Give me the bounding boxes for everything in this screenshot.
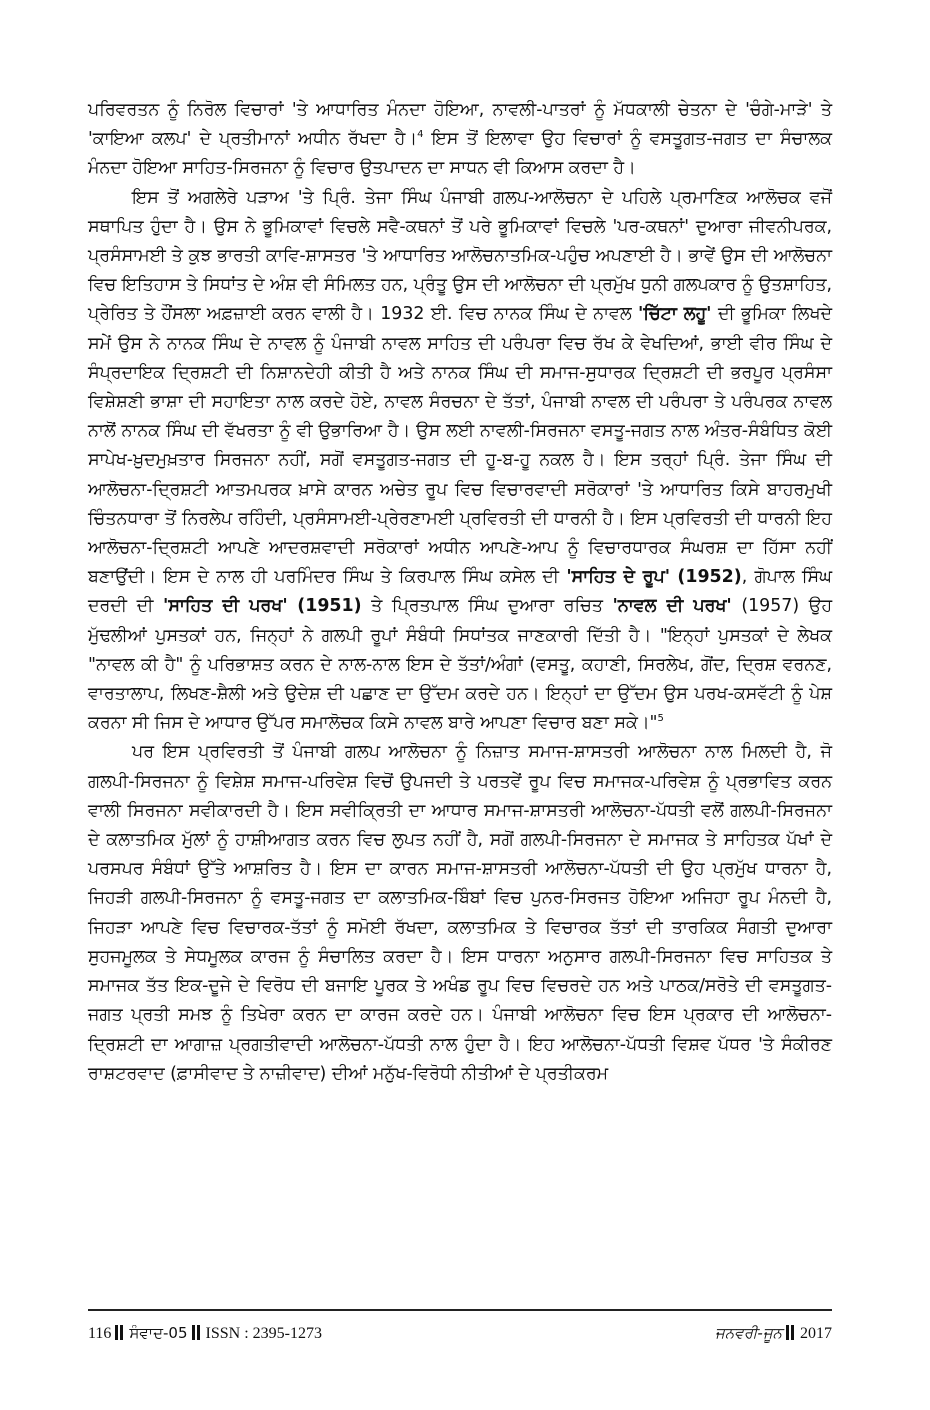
page-number: 116 (88, 1325, 112, 1342)
book-year: (1952) (677, 567, 742, 588)
footnote-ref-5: 5 (657, 713, 664, 725)
article-body (88, 96, 832, 1089)
issn: ISSN : 2395-1273 (205, 1325, 322, 1342)
footnote-ref-4: 4 (417, 129, 424, 141)
separator-bars-icon (785, 1325, 795, 1343)
separator-bars-icon (191, 1325, 201, 1343)
paragraph-2-text (288, 596, 298, 616)
book-title-naval-di-parakh: 'ਨਾਵਲ ਦੀ ਪਰਖ' (612, 596, 732, 617)
paragraph-2-text: (1957) ਉਹ ਮੁੱਢਲੀਆਂ ਪੁਸਤਕਾਂ ਹਨ, ਜਿਨ੍ਹਾਂ ਨੇ ਗਲਪੀ ਰੂਪਾਂ ਸੰਬੰਧੀ ਸਿਧਾਂਤਕ ਜਾਣਕਾਰੀ ਦਿੱਤੀ ਹੈ। "ਇਨ੍ਹਾਂ ਪੁਸਤਕਾਂ ਦੇ ਲੇਖਕ "ਨਾਵਲ ਕੀ ਹੈ" ਨੂੰ ਪਰਿਭਾਸ਼ਤ ਕਰਨ ਦੇ ਨਾਲ-ਨਾਲ ਇਸ ਦੇ ਤੱਤਾਂ/ਅੰਗਾਂ (ਵਸਤੂ, ਕਹਾਣੀ, ਸਿਰਲੇਖ, ਗੋਂਦ, ਦ੍ਰਿਸ਼ ਵਰਨਣ, ਵਾਰਤਾਲਾਪ, ਲਿਖਣ-ਸ਼ੈਲੀ ਅਤੇ ਉਦੇਸ਼ ਦੀ ਪਛਾਣ ਦਾ ਉੱਦਮ ਕਰਦੇ ਹਨ। ਇਨ੍ਹਾਂ ਦਾ ਉੱਦਮ ਉਸ ਪਰਖ-ਕਸਵੱਟੀ ਨੂੰ ਪੇਸ਼ ਕਰਨਾ ਸੀ ਜਿਸ ਦੇ ਆਧਾਰ ਉੱਪਰ ਸਮਾਲੋਚਕ ਕਿਸੇ ਨਾਵਲ ਬਾਰੇ ਆਪਣਾ ਵਿਚਾਰ ਬਣਾ ਸਕੇ।" (88, 596, 833, 734)
book-title-sahit-di-parakh: 'ਸਾਹਿਤ ਦੀ ਪਰਖ' (163, 596, 288, 617)
paragraph-3: ਪਰ ਇਸ ਪ੍ਰਵਿਰਤੀ ਤੋਂ ਪੰਜਾਬੀ ਗਲਪ ਆਲੋਚਨਾ ਨੂੰ ਨਿਜ਼ਾਤ ਸਮਾਜ-ਸ਼ਾਸਤਰੀ ਆਲੋਚਨਾ ਨਾਲ ਮਿਲਦੀ ਹੈ, ਜੋ ਗਲਪੀ-ਸਿਰਜਨਾ ਨੂੰ ਵਿਸ਼ੇਸ਼ ਸਮਾਜ-ਪਰਿਵੇਸ਼ ਵਿਚੋਂ ਉਪਜਦੀ ਤੇ ਪਰਤਵੇਂ ਰੂਪ ਵਿਚ ਸਮਾਜਕ-ਪਰਿਵੇਸ਼ ਨੂੰ ਪ੍ਰਭਾਵਿਤ ਕਰਨ ਵਾਲੀ ਸਿਰਜਨਾ ਸਵੀਕਾਰਦੀ ਹੈ। ਇਸ ਸਵੀਕ੍ਰਿਤੀ ਦਾ ਆਧਾਰ ਸਮਾਜ-ਸ਼ਾਸਤਰੀ ਆਲੋਚਨਾ-ਪੱਧਤੀ ਵਲੋਂ ਗਲਪੀ-ਸਿਰਜਨਾ ਦੇ ਕਲਾਤਮਿਕ ਮੁੱਲਾਂ ਨੂੰ ਹਾਸ਼ੀਆਗਤ ਕਰਨ ਵਿਚ ਲੁਪਤ ਨਹੀਂ ਹੈ, ਸਗੋਂ ਗਲਪੀ-ਸਿਰਜਨਾ ਦੇ ਸਮਾਜਕ ਤੇ ਸਾਹਿਤਕ ਪੱਖਾਂ ਦੇ ਪਰਸਪਰ ਸੰਬੰਧਾਂ ਉੱਤੇ ਆਸ਼ਰਿਤ ਹੈ। ਇਸ ਦਾ ਕਾਰਨ ਸਮਾਜ-ਸ਼ਾਸਤਰੀ ਆਲੋਚਨਾ-ਪੱਧਤੀ ਦੀ ਉਹ ਪ੍ਰਮੁੱਖ ਧਾਰਨਾ ਹੈ, ਜਿਹੜੀ ਗਲਪੀ-ਸਿਰਜਨਾ ਨੂੰ ਵਸਤੂ-ਜਗਤ ਦਾ ਕਲਾਤਮਿਕ-ਬਿੰਬਾਂ ਵਿਚ ਪੁਨਰ-ਸਿਰਜਤ ਹੋਇਆ ਅਜਿਹਾ ਰੂਪ ਮੰਨਦੀ ਹੈ, ਜਿਹੜਾ ਆਪਣੇ ਵਿਚ ਵਿਚਾਰਕ-ਤੱਤਾਂ ਨੂੰ ਸਮੋਈ ਰੱਖਦਾ, ਕਲਾਤਮਿਕ ਤੇ ਵਿਚਾਰਕ ਤੱਤਾਂ ਦੀ ਤਾਰਕਿਕ ਸੰਗਤੀ ਦੁਆਰਾ ਸੁਹਜਮੂਲਕ ਤੇ ਸੇਧਮੂਲਕ ਕਾਰਜ ਨੂੰ ਸੰਚਾਲਿਤ ਕਰਦਾ ਹੈ। ਇਸ ਧਾਰਨਾ ਅਨੁਸਾਰ ਗਲਪੀ-ਸਿਰਜਨਾ ਵਿਚ ਸਾਹਿਤਕ ਤੇ ਸਮਾਜਕ ਤੱਤ ਇਕ-ਦੂਜੇ ਦੇ ਵਿਰੋਧ ਦੀ ਬਜਾਇ ਪੂਰਕ ਤੇ ਅਖੰਡ ਰੂਪ ਵਿਚ ਵਿਚਰਦੇ ਹਨ ਅਤੇ ਪਾਠਕ/ਸਰੋਤੇ ਦੀ ਵਸਤੂਗਤ-ਜਗਤ ਪ੍ਰਤੀ ਸਮਝ ਨੂੰ ਤਿਖੇਰਾ ਕਰਨ ਦਾ ਕਾਰਜ ਕਰਦੇ ਹਨ। ਪੰਜਾਬੀ ਆਲੋਚਨਾ ਵਿਚ ਇਸ ਪ੍ਰਕਾਰ ਦੀ ਆਲੋਚਨਾ-ਦ੍ਰਿਸ਼ਟੀ ਦਾ ਆਗਾਜ਼ ਪ੍ਰਗਤੀਵਾਦੀ ਆਲੋਚਨਾ-ਪੱਧਤੀ ਨਾਲ ਹੁੰਦਾ ਹੈ। ਇਹ ਆਲੋਚਨਾ-ਪੱਧਤੀ ਵਿਸ਼ਵ ਪੱਧਰ 'ਤੇ ਸੰਕੀਰਣ ਰਾਸ਼ਟਰਵਾਦ (ਫ਼ਾਸੀਵਾਦ ਤੇ ਨਾਜ਼ੀਵਾਦ) ਦੀਆਂ ਮਨੁੱਖ-ਵਿਰੋਧੀ ਨੀਤੀਆਂ ਦੇ ਪ੍ਰਤੀਕਰਮ (88, 742, 832, 1084)
paragraph-2-text: ਦੀ ਭੂਮਿਕਾ ਲਿਖਦੇ ਸਮੇਂ ਉਸ ਨੇ ਨਾਨਕ ਸਿੰਘ ਦੇ ਨਾਵਲ ਨੂੰ ਪੰਜਾਬੀ ਨਾਵਲ ਸਾਹਿਤ ਦੀ ਪਰੰਪਰਾ ਵਿਚ ਰੱਖ ਕੇ ਵੇਖਦਿਆਂ, ਭਾਈ ਵੀਰ ਸਿੰਘ ਦੇ ਸੰਪ੍ਰਦਾਇਕ ਦ੍ਰਿਸ਼ਟੀ ਦੀ ਨਿਸ਼ਾਨਦੇਹੀ ਕੀਤੀ ਹੈ ਅਤੇ ਨਾਨਕ ਸਿੰਘ ਦੀ ਸਮਾਜ-ਸੁਧਾਰਕ ਦ੍ਰਿਸ਼ਟੀ ਦੀ ਭਰਪੂਰ ਪ੍ਰਸੰਸਾ ਵਿਸ਼ੇਸ਼ਣੀ ਭਾਸ਼ਾ ਦੀ ਸਹਾਇਤਾ ਨਾਲ ਕਰਦੇ ਹੋਏ, ਨਾਵਲ ਸੰਰਚਨਾ ਦੇ ਤੱਤਾਂ, ਪੰਜਾਬੀ ਨਾਵਲ ਦੀ ਪਰੰਪਰਾ ਤੇ ਪਰੰਪਰਕ ਨਾਵਲ ਨਾਲੋਂ ਨਾਨਕ ਸਿੰਘ ਦੀ ਵੱਖਰਤਾ ਨੂੰ ਵੀ ਉਭਾਰਿਆ ਹੈ। ਉਸ ਲਈ ਨਾਵਲੀ-ਸਿਰਜਨਾ ਵਸਤੂ-ਜਗਤ ਨਾਲ ਅੰਤਰ-ਸੰਬੰਧਿਤ ਕੋਈ ਸਾਪੇਖ-ਖ਼ੁਦਮੁਖ਼ਤਾਰ ਸਿਰਜਨਾ ਨਹੀਂ, ਸਗੋਂ ਵਸਤੂਗਤ-ਜਗਤ ਦੀ ਹੂ-ਬ-ਹੂ ਨਕਲ ਹੈ। ਇਸ ਤਰ੍ਹਾਂ ਪ੍ਰਿੰ. ਤੇਜਾ ਸਿੰਘ ਦੀ ਆਲੋਚਨਾ-ਦ੍ਰਿਸ਼ਟੀ ਆਤਮਪਰਕ ਖ਼ਾਸੇ ਕਾਰਨ ਅਚੇਤ ਰੂਪ ਵਿਚ ਵਿਚਾਰਵਾਦੀ ਸਰੋਕਾਰਾਂ 'ਤੇ ਆਧਾਰਿਤ ਕਿਸੇ ਬਾਹਰਮੁਖੀ ਚਿੰਤਨਧਾਰਾ ਤੋਂ ਨਿਰਲੇਪ ਰਹਿੰਦੀ, ਪ੍ਰਸੰਸਾਮਈ-ਪ੍ਰੇਰਣਾਮਈ ਪ੍ਰਵਿਰਤੀ ਦੀ ਧਾਰਨੀ ਹੈ। ਇਸ ਪ੍ਰਵਿਰਤੀ ਦੀ ਧਾਰਨੀ ਇਹ ਆਲੋਚਨਾ-ਦ੍ਰਿਸ਼ਟੀ ਆਪਣੇ ਆਦਰਸ਼ਵਾਦੀ ਸਰੋਕਾਰਾਂ ਅਧੀਨ ਆਪਣੇ-ਆਪ ਨੂੰ ਵਿਚਾਰਧਾਰਕ ਸੰਘਰਸ਼ ਦਾ ਹਿੱਸਾ ਨਹੀਂ ਬਣਾਉਂਦੀ। ਇਸ ਦੇ ਨਾਲ ਹੀ ਪਰਮਿੰਦਰ ਸਿੰਘ ਤੇ ਕਿਰਪਾਲ ਸਿੰਘ ਕਸੇਲ ਦੀ (88, 304, 832, 588)
book-title-sahit-de-roop: 'ਸਾਹਿਤ ਦੇ ਰੂਪ' (566, 567, 671, 588)
page-footer (88, 1324, 832, 1348)
footer-left (88, 1324, 322, 1343)
issue-year: 2017 (800, 1325, 832, 1342)
paragraph-1 (88, 96, 832, 184)
paragraph-2 (88, 184, 832, 739)
footer-right (715, 1324, 832, 1343)
paragraph-2-text: ਤੇ ਪ੍ਰਿਤਪਾਲ ਸਿੰਘ ਦੁਆਰਾ ਰਚਿਤ (361, 596, 613, 617)
paragraph-1-text-cont: ਇਸ ਤੋਂ ਇਲਾਵਾ ਉਹ ਵਿਚਾਰਾਂ ਨੂੰ ਵਸਤੂਗਤ-ਜਗਤ ਦਾ ਸੰਚਾਲਕ ਮੰਨਦਾ ਹੋਇਆ ਸਾਹਿਤ-ਸਿਰਜਨਾ ਨੂੰ ਵਿਚਾਰ ਉਤਪਾਦਨ ਦਾ ਸਾਧਨ ਵੀ ਕਿਆਸ ਕਰਦਾ ਹੈ। (88, 129, 832, 179)
separator-bars-icon (114, 1325, 124, 1343)
issue-months: ਜਨਵਰੀ-ਜੂਨ (715, 1324, 782, 1342)
paragraph-2-text: , ਗੋਪਾਲ ਸਿੰਘ ਦਰਦੀ ਦੀ (88, 567, 832, 617)
paragraph-1-text: ਪਰਿਵਰਤਨ ਨੂੰ ਨਿਰੋਲ ਵਿਚਾਰਾਂ 'ਤੇ ਆਧਾਰਿਤ ਮੰਨਦਾ ਹੋਇਆ, ਨਾਵਲੀ-ਪਾਤਰਾਂ ਨੂੰ ਮੱਧਕਾਲੀ ਚੇਤਨਾ ਦੇ 'ਚੰਗੇ-ਮਾੜੇ' ਤੇ 'ਕਾਇਆ ਕਲਪ' ਦੇ ਪ੍ਰਤੀਮਾਨਾਂ ਅਧੀਨ ਰੱਖਦਾ ਹੈ। (88, 100, 832, 150)
journal-name: ਸੰਵਾਦ-05 (129, 1324, 188, 1342)
book-year: (1951) (297, 596, 362, 617)
book-title-chitta-lahu: 'ਚਿੱਟਾ ਲਹੂ' (638, 304, 712, 325)
footer-rule (88, 1309, 832, 1311)
paragraph-2-text: ਇਸ ਤੋਂ ਅਗਲੇਰੇ ਪੜਾਅ 'ਤੇ ਪ੍ਰਿੰ. ਤੇਜਾ ਸਿੰਘ ਪੰਜਾਬੀ ਗਲਪ-ਆਲੋਚਨਾ ਦੇ ਪਹਿਲੇ ਪ੍ਰਮਾਣਿਕ ਆਲੋਚਕ ਵਜੋਂ ਸਥਾਪਿਤ ਹੁੰਦਾ ਹੈ। ਉਸ ਨੇ ਭੂਮਿਕਾਵਾਂ ਵਿਚਲੇ ਸਵੈ-ਕਥਨਾਂ ਤੋਂ ਪਰੇ ਭੂਮਿਕਾਵਾਂ ਵਿਚਲੇ 'ਪਰ-ਕਥਨਾਂ' ਦੁਆਰਾ ਜੀਵਨੀਪਰਕ, ਪ੍ਰਸੰਸਾਮਈ ਤੇ ਕੁਝ ਭਾਰਤੀ ਕਾਵਿ-ਸ਼ਾਸਤਰ 'ਤੇ ਆਧਾਰਿਤ ਆਲੋਚਨਾਤਮਿਕ-ਪਹੁੰਚ ਅਪਣਾਈ ਹੈ। ਭਾਵੇਂ ਉਸ ਦੀ ਆਲੋਚਨਾ ਵਿਚ ਇਤਿਹਾਸ ਤੇ ਸਿਧਾਂਤ ਦੇ ਅੰਸ਼ ਵੀ ਸੰਮਿਲਤ ਹਨ, ਪ੍ਰੰਤੂ ਉਸ ਦੀ ਆਲੋਚਨਾ ਦੀ ਪ੍ਰਮੁੱਖ ਧੁਨੀ ਗਲਪਕਾਰ ਨੂੰ ਉਤਸ਼ਾਹਿਤ, ਪ੍ਰੇਰਿਤ ਤੇ ਹੌਂਸਲਾ ਅਫ਼ਜ਼ਾਈ ਕਰਨ ਵਾਲੀ ਹੈ। 1932 ਈ. ਵਿਚ ਨਾਨਕ ਸਿੰਘ ਦੇ ਨਾਵਲ (88, 187, 832, 325)
